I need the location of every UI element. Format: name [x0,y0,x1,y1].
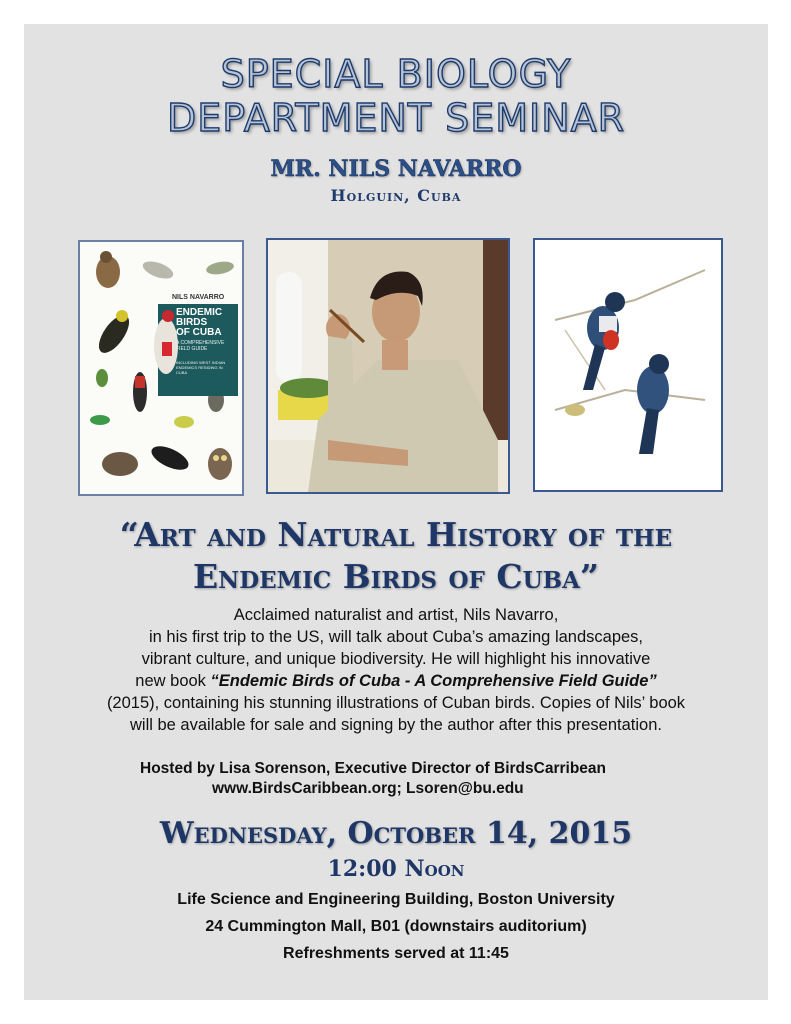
venue-line2: 24 Cummington Mall, B01 (downstairs auditorium) [205,918,587,935]
talk-title-line2: Endemic Birds of Cuba” [193,557,599,596]
speaker-name: MR. NILS NAVARRO [270,156,522,182]
poster-title-line2: DEPARTMENT SEMINAR [166,96,626,140]
book-title-citation: “Endemic Birds of Cuba - A Comprehensive Field Guide” [210,672,657,690]
book-title-line2: BIRDS [176,317,208,328]
book-cover-image [78,240,244,496]
talk-title-line1: “Art and Natural History of the [119,515,673,554]
artist-photo [266,238,510,494]
description-line4 [24,670,768,692]
book-title-line3: OF CUBA [176,327,222,338]
book-author: NILS NAVARRO [172,294,225,301]
description [24,604,768,736]
seminar-poster [24,24,768,1000]
book-title-line1: ENDEMIC [176,307,223,318]
description-line4-prefix: new book [135,672,211,690]
book-subtitle: A COMPREHENSIVE FIELD GUIDE [176,340,225,352]
host-line1: Hosted by Lisa Sorenson, Executive Director of BirdsCarribean [140,760,606,777]
venue-line1: Life Science and Engineering Building, Boston University [177,891,615,908]
book-note: INCLUDING WEST INDIAN ENDEMICS RESIDING IN CUBA [176,360,226,375]
speaker-location: Holguin, Cuba [330,186,462,205]
book-title [176,308,240,338]
event-date: Wednesday, October 14, 2015 [159,816,633,851]
trogon-painting-art [535,240,721,490]
poster-title-line1: SPECIAL BIOLOGY [220,52,572,96]
description-line5: (2015), containing his stunning illustrations of Cuban birds. Copies of Nils’ book [106,694,686,712]
description-line2: in his first trip to the US, will talk about Cuba’s amazing landscapes, [148,628,644,646]
venue-info [24,886,768,967]
description-line6: will be available for sale and signing by the author after this presentation. [130,716,662,734]
artist-photo-art [268,240,508,492]
event-time: 12:00 Noon [327,856,465,882]
description-line3: vibrant culture, and unique biodiversity. He will highlight his innovative [141,650,651,668]
host-contact: www.BirdsCaribbean.org; Lsoren@bu.edu [212,780,524,797]
description-line1: Acclaimed naturalist and artist, Nils Navarro, [233,606,559,624]
refreshments: Refreshments served at 11:45 [283,945,509,962]
trogon-painting [533,238,723,492]
